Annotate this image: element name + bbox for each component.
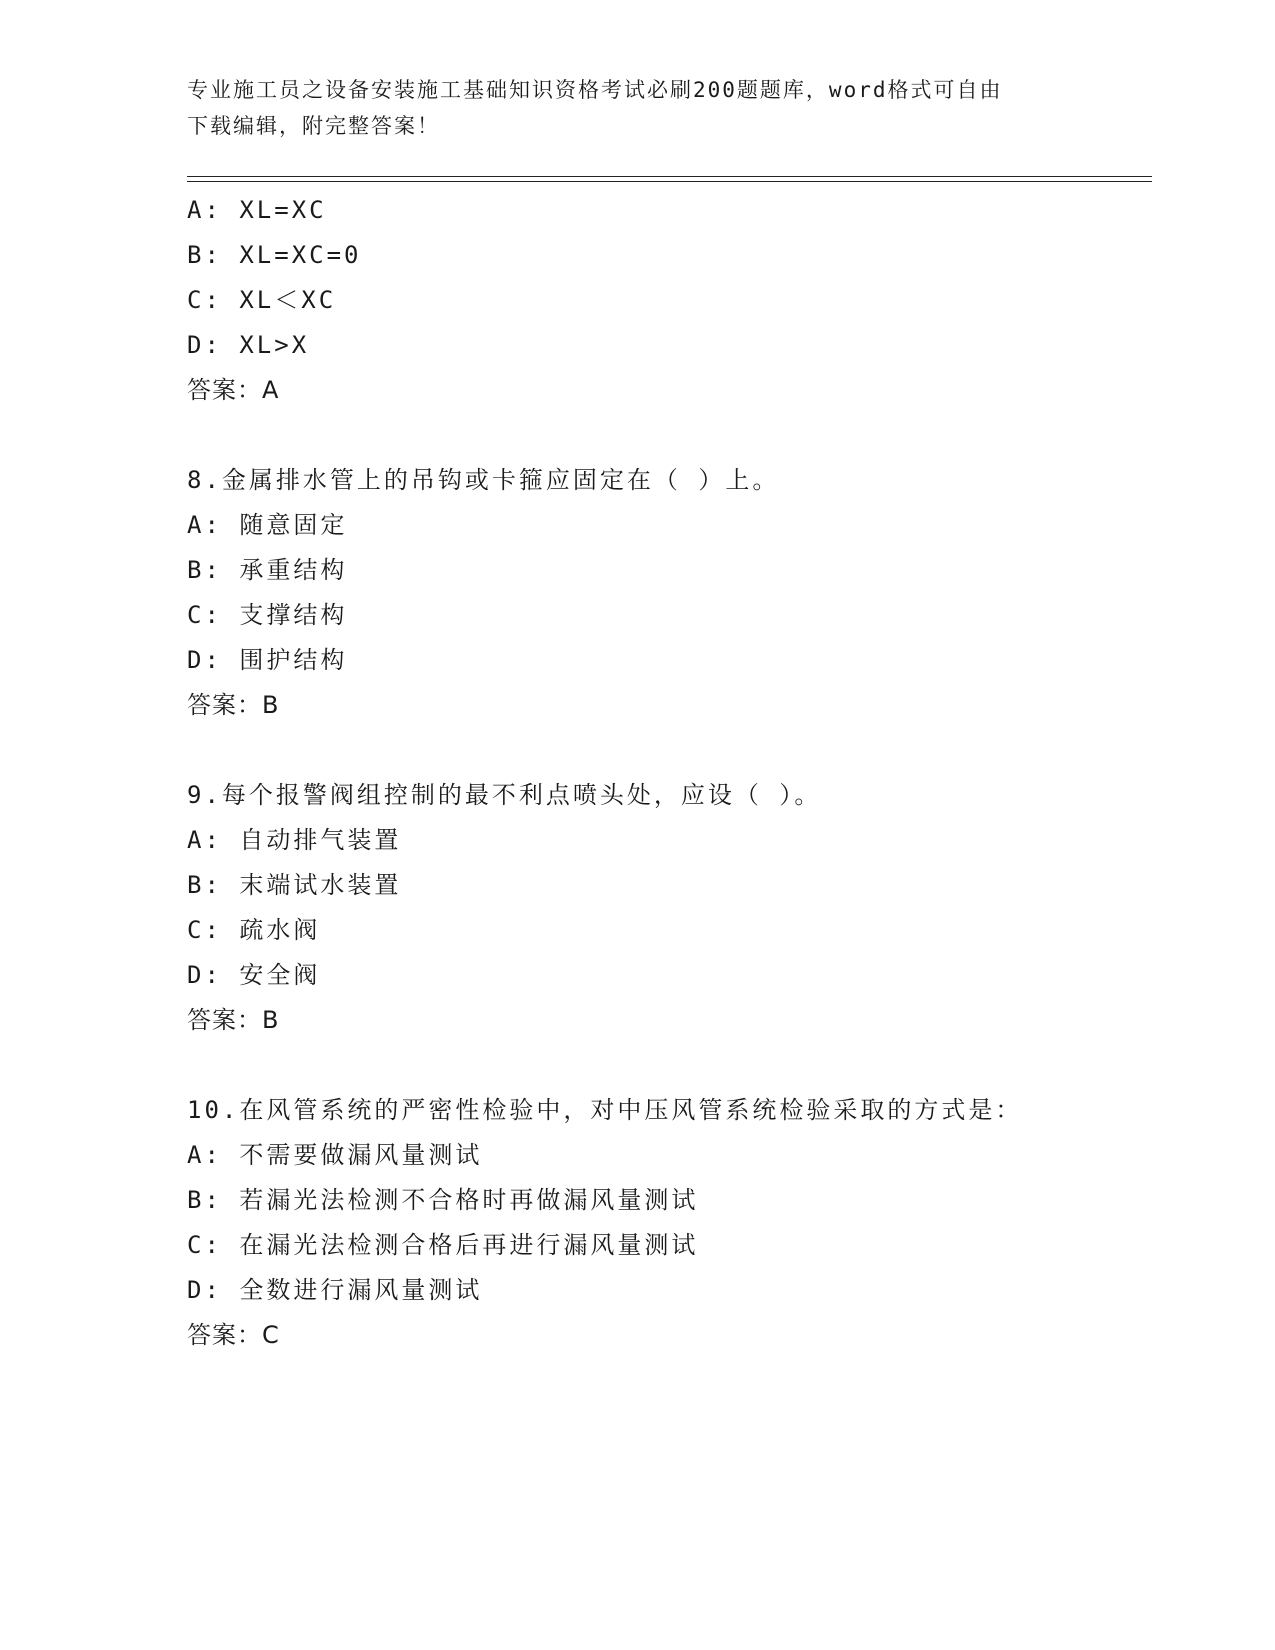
q9-option-a: A: 自动排气装置 [187,826,402,854]
q8-option-b: B: 承重结构 [187,556,348,584]
q10-question: 10.在风管系统的严密性检验中，对中压风管系统检验采取的方式是： [187,1096,1023,1124]
q9-option-b: B: 末端试水装置 [187,871,402,899]
q8-answer: 答案：B [187,691,280,719]
q9-answer: 答案：B [187,1006,280,1034]
q9-option-c: C: 疏水阀 [187,916,321,944]
q8-option-a: A: 随意固定 [187,511,348,539]
q7-answer: 答案：A [187,376,280,404]
q10-answer: 答案：C [187,1321,280,1349]
q10-option-b: B: 若漏光法检测不合格时再做漏风量测试 [187,1186,699,1214]
q8-option-d: D: 围护结构 [187,646,348,674]
q10-option-c: C: 在漏光法检测合格后再进行漏风量测试 [187,1231,699,1259]
q9-option-d: D: 安全阀 [187,961,321,989]
q7-option-d: D: XL>X [187,331,310,359]
q7-option-c: C: XL＜XC [187,286,337,314]
header-divider-top [187,176,1152,177]
header-line-2: 下载编辑，附完整答案！ [187,114,440,138]
q8-question: 8.金属排水管上的吊钩或卡箍应固定在（ ）上。 [187,466,780,494]
q8-option-c: C: 支撑结构 [187,601,348,629]
document-header [187,72,1087,144]
q7-option-b: B: XL=XC=0 [187,241,362,269]
q9-question: 9.每个报警阀组控制的最不利点喷头处，应设（ ）。 [187,781,822,809]
header-line-1: 专业施工员之设备安装施工基础知识资格考试必刷200题题库，word格式可自由 [187,78,1003,102]
q7-option-a: A: XL=XC [187,196,327,224]
q10-option-d: D: 全数进行漏风量测试 [187,1276,483,1304]
header-divider-bottom [187,181,1152,182]
q10-option-a: A: 不需要做漏风量测试 [187,1141,483,1169]
